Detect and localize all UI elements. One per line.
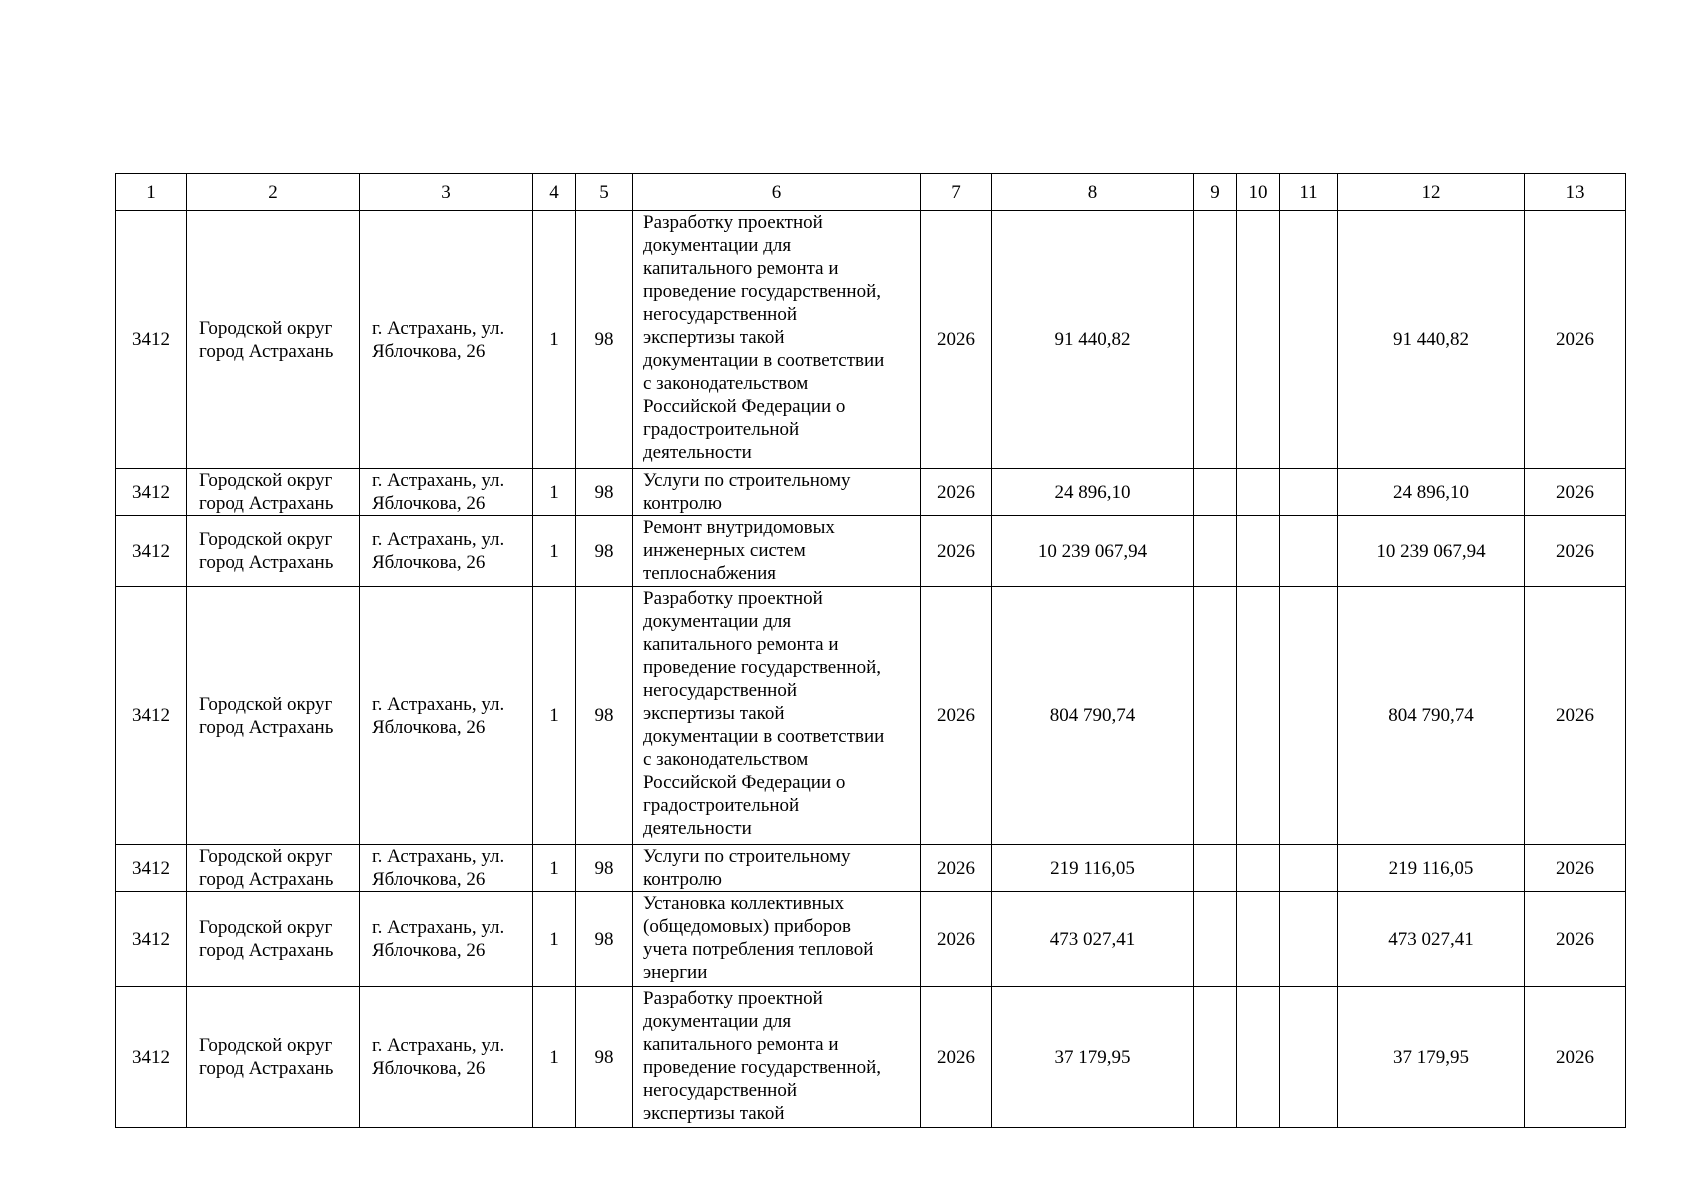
cell-line: градостроительной	[643, 795, 800, 816]
cell-line: Городской округ	[199, 529, 333, 550]
work-description-cell	[633, 469, 921, 516]
cell-line: Разработку проектной	[643, 212, 823, 233]
municipality-cell	[187, 987, 360, 1128]
fund-cost-cell: 91 440,82	[1338, 211, 1525, 469]
column-5-cell: 98	[576, 587, 633, 845]
cell-line: Яблочкова, 26	[372, 716, 486, 738]
address-cell	[360, 892, 533, 987]
object-id-cell: 3412	[116, 211, 187, 469]
column-number-cell: 9	[1194, 174, 1237, 211]
cell-line: Услуги по строительному	[643, 846, 851, 867]
object-id-cell: 3412	[116, 845, 187, 892]
column-9-cell	[1194, 469, 1237, 516]
cell-line: документации для	[643, 611, 792, 632]
fund-cost-cell: 10 239 067,94	[1338, 516, 1525, 587]
cell-line: экспертизы такой	[643, 327, 785, 348]
cell-line: теплоснабжения	[643, 563, 776, 584]
cell-line: Ремонт внутридомовых	[643, 517, 835, 538]
cell-line: Яблочкова, 26	[372, 340, 486, 362]
cell-line: документации в соответствии	[643, 726, 885, 747]
cell-line: город Астрахань	[199, 493, 334, 514]
cell-line: негосударственной	[643, 680, 798, 701]
total-cost-cell: 804 790,74	[992, 587, 1194, 845]
table-row	[116, 516, 1626, 587]
column-9-cell	[1194, 516, 1237, 587]
column-10-cell	[1237, 987, 1280, 1128]
column-9-cell	[1194, 587, 1237, 845]
fund-cost-cell: 804 790,74	[1338, 587, 1525, 845]
cell-line: деятельности	[643, 442, 752, 463]
column-number-cell: 13	[1525, 174, 1626, 211]
column-9-cell	[1194, 845, 1237, 892]
cell-line: г. Астрахань, ул.	[372, 529, 505, 550]
year-cell: 2026	[921, 516, 992, 587]
fund-cost-cell: 37 179,95	[1338, 987, 1525, 1128]
work-description-cell	[633, 516, 921, 587]
year-cell: 2026	[921, 845, 992, 892]
cell-line: г. Астрахань, ул.	[372, 1035, 505, 1056]
column-9-cell	[1194, 987, 1237, 1128]
total-cost-cell: 37 179,95	[992, 987, 1194, 1128]
year-cell: 2026	[921, 469, 992, 516]
cell-line: город Астрахань	[199, 552, 334, 573]
column-number-cell: 8	[992, 174, 1194, 211]
column-5-cell: 98	[576, 892, 633, 987]
completion-year-cell: 2026	[1525, 845, 1626, 892]
cell-line: г. Астрахань, ул.	[372, 917, 505, 938]
column-11-cell	[1280, 892, 1338, 987]
cell-line: Яблочкова, 26	[372, 869, 486, 890]
cell-line: проведение государственной,	[643, 281, 881, 302]
object-id-cell: 3412	[116, 892, 187, 987]
cell-line: Яблочкова, 26	[372, 1058, 486, 1079]
column-9-cell	[1194, 892, 1237, 987]
cell-line: Городской округ	[199, 317, 333, 339]
column-10-cell	[1237, 211, 1280, 469]
column-number-cell: 2	[187, 174, 360, 211]
column-10-cell	[1237, 469, 1280, 516]
cell-line: проведение государственной,	[643, 1057, 881, 1078]
municipality-cell	[187, 587, 360, 845]
column-10-cell	[1237, 845, 1280, 892]
column-number-cell: 11	[1280, 174, 1338, 211]
cell-line: город Астрахань	[199, 340, 334, 362]
completion-year-cell: 2026	[1525, 469, 1626, 516]
cell-line: градостроительной	[643, 419, 800, 440]
column-11-cell	[1280, 845, 1338, 892]
column-4-cell: 1	[533, 892, 576, 987]
cell-line: Услуги по строительному	[643, 470, 851, 491]
cell-line: Яблочкова, 26	[372, 493, 486, 514]
column-11-cell	[1280, 469, 1338, 516]
cell-line: экспертизы такой	[643, 703, 785, 724]
cell-line: город Астрахань	[199, 1058, 334, 1079]
work-description-cell	[633, 987, 921, 1128]
fund-cost-cell: 473 027,41	[1338, 892, 1525, 987]
cell-line: документации для	[643, 1011, 792, 1032]
table-row	[116, 892, 1626, 987]
column-4-cell: 1	[533, 211, 576, 469]
column-11-cell	[1280, 211, 1338, 469]
address-cell	[360, 516, 533, 587]
cell-line: контролю	[643, 493, 722, 514]
completion-year-cell: 2026	[1525, 211, 1626, 469]
completion-year-cell: 2026	[1525, 516, 1626, 587]
year-cell: 2026	[921, 587, 992, 845]
municipality-cell	[187, 469, 360, 516]
cell-line: деятельности	[643, 818, 752, 839]
column-11-cell	[1280, 587, 1338, 845]
column-4-cell: 1	[533, 987, 576, 1128]
column-9-cell	[1194, 211, 1237, 469]
table-row	[116, 469, 1626, 516]
column-5-cell: 98	[576, 469, 633, 516]
column-4-cell: 1	[533, 587, 576, 845]
column-number-cell: 10	[1237, 174, 1280, 211]
column-number-cell: 4	[533, 174, 576, 211]
completion-year-cell: 2026	[1525, 587, 1626, 845]
column-number-cell: 3	[360, 174, 533, 211]
cell-line: Яблочкова, 26	[372, 940, 486, 961]
object-id-cell: 3412	[116, 587, 187, 845]
column-4-cell: 1	[533, 516, 576, 587]
total-cost-cell: 10 239 067,94	[992, 516, 1194, 587]
cell-line: с законодательством	[643, 373, 809, 394]
municipality-cell	[187, 211, 360, 469]
work-description-cell	[633, 587, 921, 845]
cell-line: Городской округ	[199, 846, 333, 867]
object-id-cell: 3412	[116, 469, 187, 516]
cell-line: (общедомовых) приборов	[643, 916, 851, 937]
cell-line: капитального ремонта и	[643, 258, 839, 279]
cell-line: Городской округ	[199, 1035, 333, 1056]
total-cost-cell: 219 116,05	[992, 845, 1194, 892]
column-4-cell: 1	[533, 469, 576, 516]
cell-line: город Астрахань	[199, 869, 334, 890]
column-number-cell: 6	[633, 174, 921, 211]
cell-line: Городской округ	[199, 470, 333, 491]
total-cost-cell: 91 440,82	[992, 211, 1194, 469]
column-number-cell: 5	[576, 174, 633, 211]
column-number-cell: 7	[921, 174, 992, 211]
cell-line: г. Астрахань, ул.	[372, 317, 505, 339]
cell-line: г. Астрахань, ул.	[372, 470, 505, 491]
column-11-cell	[1280, 987, 1338, 1128]
column-10-cell	[1237, 587, 1280, 845]
address-cell	[360, 587, 533, 845]
cell-line: город Астрахань	[199, 716, 334, 738]
fund-cost-cell: 219 116,05	[1338, 845, 1525, 892]
cell-line: Яблочкова, 26	[372, 552, 486, 573]
cell-line: Разработку проектной	[643, 988, 823, 1009]
cell-line: г. Астрахань, ул.	[372, 846, 505, 867]
column-number-cell: 12	[1338, 174, 1525, 211]
address-cell	[360, 469, 533, 516]
table-row	[116, 845, 1626, 892]
table-row	[116, 211, 1626, 469]
cell-line: Разработку проектной	[643, 588, 823, 609]
address-cell	[360, 845, 533, 892]
column-number-cell: 1	[116, 174, 187, 211]
total-cost-cell: 24 896,10	[992, 469, 1194, 516]
cell-line: капитального ремонта и	[643, 634, 839, 655]
column-5-cell: 98	[576, 987, 633, 1128]
cell-line: экспертизы такой	[643, 1103, 785, 1124]
cell-line: учета потребления тепловой	[643, 939, 874, 960]
table-row	[116, 987, 1626, 1128]
fund-cost-cell: 24 896,10	[1338, 469, 1525, 516]
municipality-cell	[187, 845, 360, 892]
completion-year-cell: 2026	[1525, 987, 1626, 1128]
municipality-cell	[187, 516, 360, 587]
column-10-cell	[1237, 892, 1280, 987]
cell-line: г. Астрахань, ул.	[372, 693, 505, 715]
address-cell	[360, 211, 533, 469]
column-5-cell: 98	[576, 516, 633, 587]
cell-line: энергии	[643, 962, 708, 983]
object-id-cell: 3412	[116, 987, 187, 1128]
column-5-cell: 98	[576, 845, 633, 892]
column-4-cell: 1	[533, 845, 576, 892]
column-5-cell: 98	[576, 211, 633, 469]
cell-line: негосударственной	[643, 1080, 798, 1101]
cell-line: Российской Федерации о	[643, 772, 846, 793]
cell-line: Российской Федерации о	[643, 396, 846, 417]
cell-line: Городской округ	[199, 693, 333, 715]
municipality-cell	[187, 892, 360, 987]
cell-line: проведение государственной,	[643, 657, 881, 678]
total-cost-cell: 473 027,41	[992, 892, 1194, 987]
year-cell: 2026	[921, 892, 992, 987]
cell-line: негосударственной	[643, 304, 798, 325]
year-cell: 2026	[921, 211, 992, 469]
table-row	[116, 587, 1626, 845]
column-number-row	[116, 174, 1626, 211]
work-description-cell	[633, 211, 921, 469]
works-table	[115, 173, 1626, 1128]
cell-line: город Астрахань	[199, 940, 334, 961]
cell-line: контролю	[643, 869, 722, 890]
cell-line: Городской округ	[199, 917, 333, 938]
cell-line: документации в соответствии	[643, 350, 885, 371]
cell-line: документации для	[643, 235, 792, 256]
address-cell	[360, 987, 533, 1128]
completion-year-cell: 2026	[1525, 892, 1626, 987]
cell-line: Установка коллективных	[643, 893, 845, 914]
cell-line: капитального ремонта и	[643, 1034, 839, 1055]
cell-line: инженерных систем	[643, 540, 806, 561]
work-description-cell	[633, 845, 921, 892]
cell-line: с законодательством	[643, 749, 809, 770]
object-id-cell: 3412	[116, 516, 187, 587]
year-cell: 2026	[921, 987, 992, 1128]
table-body	[116, 174, 1626, 1128]
column-10-cell	[1237, 516, 1280, 587]
column-11-cell	[1280, 516, 1338, 587]
work-description-cell	[633, 892, 921, 987]
